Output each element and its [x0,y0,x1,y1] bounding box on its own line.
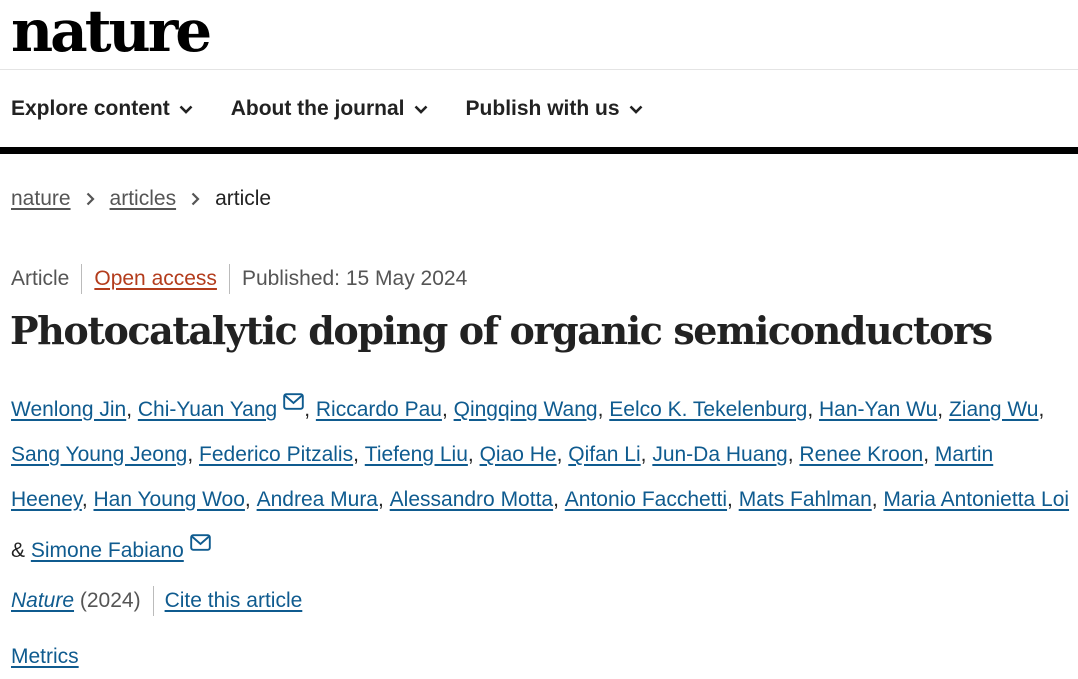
published-date: Published: 15 May 2024 [241,267,468,290]
author-separator: , [244,488,257,511]
author-link[interactable]: Qiao He [479,443,557,466]
author-link[interactable]: Qifan Li [568,443,641,466]
author-item [11,398,138,421]
nav-about-the-journal[interactable] [231,97,428,121]
main-nav [11,92,681,126]
author-link[interactable]: Eelco K. Tekelenburg [609,398,808,421]
author-link[interactable]: Han-Yan Wu [819,398,938,421]
author-separator: , [640,443,653,466]
author-separator: , [187,443,200,466]
author-separator: , [1038,398,1045,421]
author-item [94,488,257,511]
author-separator: & [11,539,31,562]
author-separator: , [787,443,800,466]
author-link[interactable]: Federico Pitzalis [199,443,354,466]
author-separator: , [727,488,739,511]
author-separator: , [378,488,390,511]
author-item [138,398,316,421]
chevron-down-icon [414,105,428,114]
author-item [199,443,365,466]
author-item [799,443,934,466]
author-link[interactable]: Alessandro Motta [389,488,554,511]
breadcrumb-nature-link[interactable]: nature [11,187,71,210]
breadcrumb [11,184,271,214]
author-item [11,443,199,466]
author-link[interactable]: Chi-Yuan Yang [137,398,278,421]
author-separator: , [304,398,316,421]
author-item [480,443,569,466]
author-item [739,488,884,511]
author-item [819,398,949,421]
author-link[interactable]: Tiefeng Liu [364,443,468,466]
header-black-bar [0,147,1078,154]
nature-logo[interactable]: nature [11,0,210,65]
author-separator: , [441,398,454,421]
author-item [652,443,799,466]
author-link[interactable]: Mats Fahlman [738,488,872,511]
meta-divider [229,264,230,294]
chevron-right-icon [86,192,95,206]
author-separator: , [937,398,949,421]
author-separator: , [871,488,884,511]
author-separator: , [556,443,569,466]
author-link[interactable]: Qingqing Wang [453,398,598,421]
article-type: Article [11,267,70,290]
author-separator: , [353,443,365,466]
author-link[interactable]: Sang Young Jeong [11,443,188,466]
article-meta [11,264,467,294]
mail-icon[interactable] [190,522,211,567]
open-access-link[interactable]: Open access [94,267,217,290]
author-item [257,488,390,511]
author-link[interactable]: Wenlong Jin [11,398,127,421]
author-link[interactable]: Ziang Wu [948,398,1039,421]
author-item [31,539,211,562]
author-separator: , [597,398,610,421]
author-separator: , [923,443,935,466]
author-item [454,398,610,421]
author-separator: , [467,443,480,466]
author-link[interactable]: Han Young Woo [93,488,245,511]
author-list [11,381,1073,573]
nav-label: Publish with us [465,97,620,120]
mail-icon[interactable] [283,381,304,426]
chevron-down-icon [179,105,193,114]
author-item [949,398,1044,421]
author-link[interactable]: Antonio Facchetti [564,488,728,511]
author-separator: , [81,488,94,511]
nav-label: About the journal [230,97,405,120]
nav-publish-with-us[interactable] [466,97,643,121]
meta-divider [81,264,82,294]
author-item [365,443,480,466]
citation-divider [153,586,154,616]
author-item [565,488,739,511]
author-separator: , [126,398,138,421]
author-item [568,443,652,466]
nav-label: Explore content [11,97,170,120]
cite-this-article-link[interactable]: Cite this article [164,589,303,612]
citation-line [11,586,302,616]
author-separator: , [807,398,820,421]
chevron-down-icon [629,105,643,114]
author-link[interactable]: Jun-Da Huang [652,443,788,466]
author-item [316,398,454,421]
author-link[interactable]: Simone Fabiano [30,539,184,562]
chevron-right-icon [191,192,200,206]
header-divider [0,69,1078,70]
nav-explore-content[interactable] [11,97,193,121]
publication-year: (2024) [79,589,141,612]
author-item [390,488,565,511]
author-link[interactable]: Renee Kroon [799,443,924,466]
author-separator: , [553,488,565,511]
breadcrumb-articles-link[interactable]: articles [109,187,177,210]
metrics-link[interactable]: Metrics [11,645,79,668]
journal-link[interactable]: Nature [11,589,75,612]
breadcrumb-current: article [215,187,272,210]
author-item [609,398,819,421]
author-link[interactable]: Riccardo Pau [315,398,442,421]
author-link[interactable]: Martin Heeney [11,443,994,511]
author-link[interactable]: Andrea Mura [256,488,378,511]
author-link[interactable]: Maria Antonietta Loi [883,488,1070,511]
article-title: Photocatalytic doping of organic semiconductors [10,308,992,353]
